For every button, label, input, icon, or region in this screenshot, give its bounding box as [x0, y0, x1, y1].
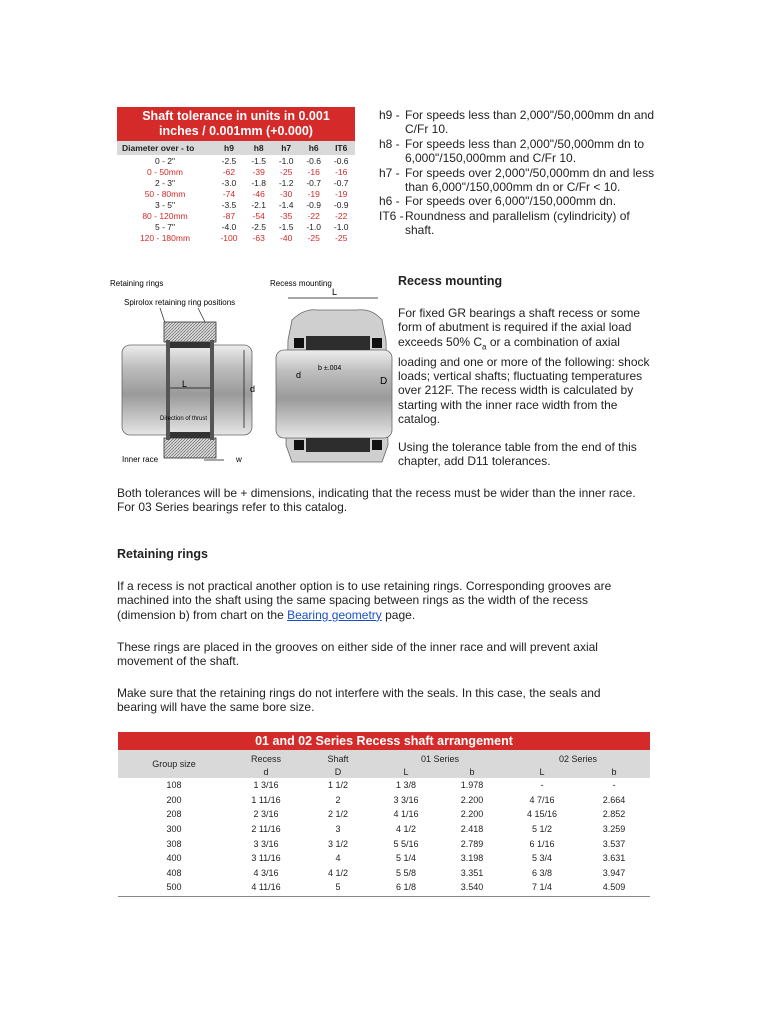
table-row: 208 2 3/16 2 1/2 4 1/16 2.200 4 15/16 2.852	[166, 809, 626, 820]
table-row-mm: 50 - 80mm -74 -46 -30 -19 -19	[144, 188, 348, 199]
table-bottom-rule	[118, 896, 650, 897]
header-02-series: 02 Series	[506, 750, 650, 765]
tolerance-note: h8 - For speeds less than 2,000"/50,000mm dn to 6,000"/150,000mm and C/Fr 10.	[379, 136, 645, 166]
retaining-rings-label: Retaining rings	[110, 279, 164, 288]
both-tolerances-paragraph: Both tolerances will be + dimensions, indicating that the recess must be wider than the inner race. For 03 Series bearings refer to this catalog.	[117, 486, 636, 515]
dim-d-label: d	[250, 384, 256, 394]
header-01-b: b	[438, 765, 506, 778]
table-row-mm: 120 - 180mm -100 -63 -40 -25 -25	[139, 232, 348, 243]
tolerance-note: IT6 - Roundness and parallelism (cylindricity) of shaft.	[379, 208, 630, 238]
header-01-series: 01 Series	[374, 750, 506, 765]
table-row: 0 - 2" -2.5 -1.5 -1.0 -0.6 -0.6	[154, 155, 349, 166]
table-row: 500 4 11/16 5 6 1/8 3.540 7 1/4 4.509	[166, 882, 626, 893]
retaining-rings-paragraph-3: Make sure that the retaining rings do not interfere with the seals. In this case, the seals and bearing will have the same bore size.	[117, 686, 601, 715]
table-row-mm: 80 - 120mm -87 -54 -35 -22 -22	[142, 210, 348, 221]
retaining-rings-paragraph-2: These rings are placed in the grooves on either side of the inner race and will prevent axial movement of the shaft.	[117, 640, 598, 669]
seal-upper-left	[294, 338, 304, 348]
table-row: 308 3 3/16 3 1/2 5 5/16 2.789 6 1/16 3.537	[166, 838, 626, 849]
direction-of-thrust-label: Direction of thrust	[160, 416, 208, 422]
table-row: 2 - 3" -3.0 -1.8 -1.2 -0.7 -0.7	[154, 177, 349, 188]
inner-race-lower	[170, 432, 210, 438]
header-shaft-D: D	[302, 765, 374, 778]
dim-small-d-label: d	[296, 370, 302, 380]
dim-b-label: b ±.004	[318, 365, 342, 372]
dim-l-label: L	[182, 379, 188, 389]
retaining-rings-paragraph-1: If a recess is not practical another option is to use retaining rings. Corresponding grooves are machined into the shaft using the same spacing between rings as the width of the recess (dimension b) from chart on the Bearing geometry page.	[117, 579, 612, 622]
dim-w-label: w	[236, 455, 242, 464]
recess-mounting-heading: Recess mounting	[398, 274, 503, 288]
table-row: 200 1 11/16 2 3 3/16 2.200 4 7/16 2.664	[166, 794, 626, 805]
tolerance-table-header: Diameter over - to h9 h8 h7 h6 IT6	[117, 141, 355, 155]
recess-mounting-label: Recess mounting	[270, 279, 332, 288]
table-row: 300 2 11/16 3 4 1/2 2.418 5 1/2 3.259	[166, 824, 626, 835]
header-recess: Recess	[230, 750, 302, 765]
retaining-rings-diagram	[110, 279, 255, 464]
table-row: 108 1 3/16 1 1/2 1 3/8 1.978 - -	[166, 780, 616, 791]
tolerance-notes	[379, 108, 655, 238]
table-row: 408 4 3/16 4 1/2 5 5/8 3.351 6 3/8 3.947	[166, 867, 626, 878]
table-row: 3 - 5" -3.5 -2.1 -1.4 -0.9 -0.9	[154, 199, 349, 210]
inner-race-label: Inner race	[122, 455, 159, 464]
tolerance-table-title: Shaft tolerance in units in 0.001 inches / 0.001mm (+0.000)	[117, 107, 355, 141]
header-shaft: Shaft	[302, 750, 374, 765]
series-table-title: 01 and 02 Series Recess shaft arrangement	[118, 732, 650, 750]
header-01-L: L	[374, 765, 438, 778]
recess-mounting-paragraph: For fixed GR bearings a shaft recess or some form of abutment is required if the axial load exceeds 50% $C_a$ or a combination of axial loading and one or more of the following: shock loads; vertical shafts; fluctuating temperatures over 212F. The recess width is calculated by starting with the inner race width from the catalog.	[398, 306, 650, 427]
tolerance-note: h6 - For speeds over 6,000"/150,000mm dn.	[379, 194, 617, 209]
dim-l-top-label: L	[332, 287, 338, 297]
header-group-size: Group size	[118, 750, 230, 778]
tolerance-note: h7 - For speeds over 2,000"/50,000mm dn and less than 6,000"/150,000mm dn or C/Fr < 10.	[379, 165, 655, 195]
outer-race-lower	[164, 438, 216, 458]
seal-lower-right	[372, 440, 382, 450]
bearing-upper	[306, 336, 370, 350]
bearing-lower	[306, 438, 370, 452]
retaining-ring-left	[166, 340, 170, 440]
seal-lower-left	[294, 440, 304, 450]
retaining-ring-right	[210, 340, 214, 440]
retaining-rings-heading: Retaining rings	[117, 547, 208, 561]
header-02-b: b	[578, 765, 650, 778]
seal-upper-right	[372, 338, 382, 348]
recess-shaft	[276, 350, 392, 438]
spirolox-label: Spirolox retaining ring positions	[124, 298, 236, 307]
shaft-tolerance-table	[117, 107, 355, 243]
table-row: 400 3 11/16 4 5 1/4 3.198 5 3/4 3.631	[166, 853, 626, 864]
recess-mounting-diagram	[270, 279, 392, 462]
tolerance-paragraph: Using the tolerance table from the end of this chapter, add D11 tolerances.	[398, 440, 637, 469]
tolerance-note: h9 - For speeds less than 2,000"/50,000mm dn and C/Fr 10.	[379, 108, 655, 137]
inner-race-upper	[170, 342, 210, 348]
header-recess-d: d	[230, 765, 302, 778]
dim-big-d-label: D	[380, 376, 388, 387]
table-row-mm: 0 - 50mm -62 -39 -25 -16 -16	[147, 166, 348, 177]
table-row: 5 - 7" -4.0 -2.5 -1.5 -1.0 -1.0	[154, 221, 349, 232]
outer-race-upper	[164, 322, 216, 342]
series-recess-table	[118, 732, 650, 895]
header-02-L: L	[506, 765, 578, 778]
bearing-diagrams	[108, 270, 394, 470]
bearing-geometry-link[interactable]: Bearing geometry	[287, 607, 382, 622]
